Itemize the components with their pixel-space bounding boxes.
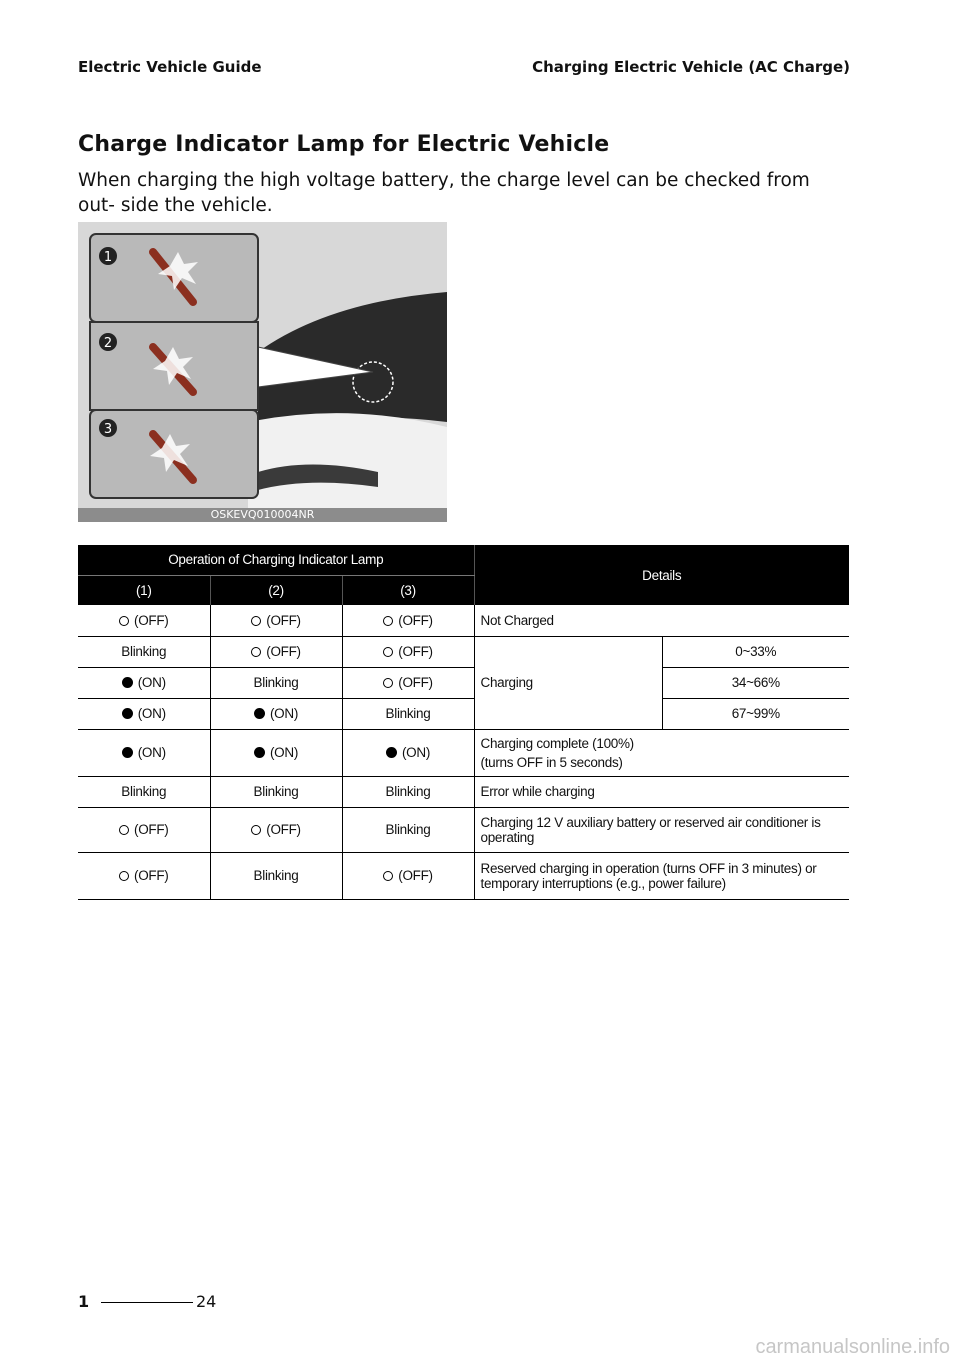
lamp-on-icon: [254, 747, 265, 758]
lamp-off-icon: [383, 616, 393, 626]
callout-1: 1: [103, 250, 113, 265]
header-guide-title: Electric Vehicle Guide: [78, 58, 262, 76]
table-row: (ON) Blinking (OFF) 34~66%: [78, 667, 849, 698]
row-detail: Error while charging: [474, 776, 849, 807]
row-detail: Not Charged: [474, 605, 849, 636]
intro-paragraph: When charging the high voltage battery, the charge level can be checked from out- side the vehicle.: [78, 170, 810, 216]
header-col-2: (2): [210, 575, 342, 605]
watermark: carmanualsonline.info: [755, 1336, 950, 1358]
table-row: (OFF) (OFF) Blinking Charging 12 V auxiliary battery or reserved air conditioner is operating: [78, 807, 849, 852]
table-row: (ON) (ON) (ON) Charging complete (100%) (turns OFF in 5 seconds): [78, 729, 849, 776]
header-operation: Operation of Charging Indicator Lamp: [78, 545, 474, 575]
row-detail: Charging 12 V auxiliary battery or reserved air conditioner is operating: [474, 807, 849, 852]
charge-indicator-table: [78, 545, 849, 900]
charge-level: 67~99%: [662, 698, 849, 729]
hood-shape: [248, 413, 447, 508]
table-row: Blinking (OFF) (OFF) Charging 0~33%: [78, 636, 849, 667]
lamp-on-icon: [122, 747, 133, 758]
page-number: 24: [196, 1292, 217, 1311]
chapter-number: 1: [78, 1292, 90, 1311]
lamp-on-icon: [122, 677, 133, 688]
table-row: (OFF) Blinking (OFF) Reserved charging in operation (turns OFF in 3 minutes) or temporary interruptions (e.g., power failure): [78, 852, 849, 899]
lamp-off-icon: [119, 825, 129, 835]
lamp-off-icon: [383, 678, 393, 688]
lamp-off-icon: [383, 647, 393, 657]
lamp-off-icon: [251, 616, 261, 626]
header-details: Details: [474, 545, 849, 605]
row-detail: Reserved charging in operation (turns OFF in 3 minutes) or temporary interruptions (e.g., power failure): [474, 852, 849, 899]
table-row: (OFF) (OFF) (OFF) Not Charged: [78, 605, 849, 636]
lamp-off-icon: [119, 871, 129, 881]
row-detail: Charging complete (100%) (turns OFF in 5 seconds): [474, 729, 849, 776]
lamp-on-icon: [386, 747, 397, 758]
lamp-on-icon: [254, 708, 265, 719]
figure-code: OSKEVQ010004NR: [78, 508, 447, 522]
callout-2: 2: [103, 336, 113, 351]
header-col-1: (1): [78, 575, 210, 605]
charge-level: 34~66%: [662, 667, 849, 698]
lamp-off-icon: [383, 871, 393, 881]
header-col-3: (3): [342, 575, 474, 605]
lamp-off-icon: [119, 616, 129, 626]
callout-3: 3: [103, 422, 113, 437]
illustration-graphic: [78, 222, 447, 522]
running-header: [78, 58, 850, 82]
inset-panels: [90, 234, 258, 498]
charge-lamp-illustration: [78, 222, 447, 522]
lamp-on-icon: [122, 708, 133, 719]
table-row: (ON) (ON) Blinking 67~99%: [78, 698, 849, 729]
table-row: Blinking Blinking Blinking Error while charging: [78, 776, 849, 807]
lamp-off-icon: [251, 825, 261, 835]
page-footer: [78, 1292, 278, 1314]
lamp-off-icon: [251, 647, 261, 657]
header-section-title: Charging Electric Vehicle (AC Charge): [532, 58, 850, 76]
charge-level: 0~33%: [662, 636, 849, 667]
footer-rule: [101, 1302, 193, 1303]
row-detail-charging: Charging: [474, 636, 662, 729]
section-title: Charge Indicator Lamp for Electric Vehicle: [78, 132, 610, 157]
